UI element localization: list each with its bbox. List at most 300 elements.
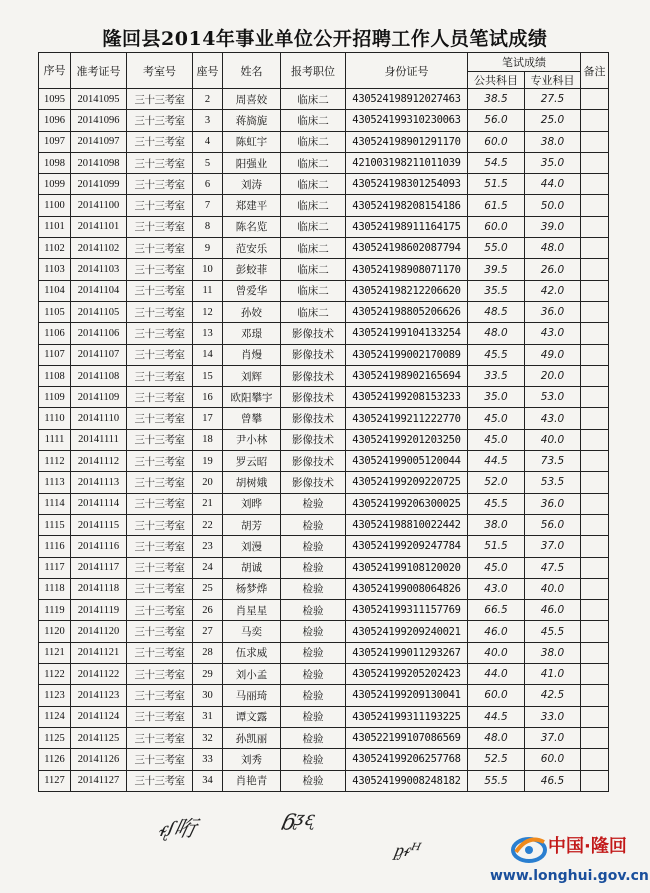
row-public-score: 44.5	[468, 706, 525, 727]
row-idcard: 430524199209220725	[346, 472, 468, 493]
row-name: 肖熳	[223, 344, 281, 365]
row-idcard: 430524199201203250	[346, 429, 468, 450]
row-room: 三十三考室	[127, 685, 193, 706]
row-position: 临床二	[281, 131, 346, 152]
row-ticket: 20141095	[71, 89, 127, 110]
row-room: 三十三考室	[127, 749, 193, 770]
row-ticket: 20141127	[71, 770, 127, 791]
row-seq: 1117	[39, 557, 71, 578]
row-seat: 11	[193, 280, 223, 301]
row-ticket: 20141126	[71, 749, 127, 770]
row-name: 杨梦烨	[223, 578, 281, 599]
row-major-score: 40.0	[525, 578, 581, 599]
page-title: 隆回县2014年事业单位公开招聘工作人员笔试成绩	[102, 28, 548, 50]
header-idcard: 身份证号	[346, 53, 468, 89]
row-position: 检验	[281, 557, 346, 578]
row-major-score: 38.0	[525, 131, 581, 152]
table-row	[39, 323, 609, 344]
table-row	[39, 621, 609, 642]
table-row	[39, 600, 609, 621]
row-idcard: 430524198911164175	[346, 216, 468, 237]
row-room: 三十三考室	[127, 238, 193, 259]
row-seq: 1126	[39, 749, 71, 770]
row-idcard: 430524199002170089	[346, 344, 468, 365]
header-ticket: 准考证号	[71, 53, 127, 89]
row-major-score: 56.0	[525, 514, 581, 535]
row-name: 马丽琦	[223, 685, 281, 706]
row-seq: 1123	[39, 685, 71, 706]
row-seat: 8	[193, 216, 223, 237]
row-major-score: 60.0	[525, 749, 581, 770]
table-row	[39, 216, 609, 237]
row-seq: 1121	[39, 642, 71, 663]
header-remark: 备注	[581, 53, 609, 89]
table-row	[39, 429, 609, 450]
row-public-score: 52.5	[468, 749, 525, 770]
row-room: 三十三考室	[127, 387, 193, 408]
row-seq: 1122	[39, 664, 71, 685]
row-major-score: 20.0	[525, 365, 581, 386]
row-remark	[581, 600, 609, 621]
row-remark	[581, 536, 609, 557]
row-ticket: 20141107	[71, 344, 127, 365]
row-remark	[581, 323, 609, 344]
row-ticket: 20141101	[71, 216, 127, 237]
row-seq: 1125	[39, 727, 71, 748]
row-remark	[581, 110, 609, 131]
row-name: 马奕	[223, 621, 281, 642]
row-room: 三十三考室	[127, 301, 193, 322]
row-seq: 1108	[39, 365, 71, 386]
row-seq: 1114	[39, 493, 71, 514]
row-public-score: 45.0	[468, 408, 525, 429]
row-seat: 20	[193, 472, 223, 493]
row-position: 检验	[281, 749, 346, 770]
row-idcard: 430524199108120020	[346, 557, 468, 578]
row-position: 检验	[281, 578, 346, 599]
row-seq: 1101	[39, 216, 71, 237]
row-major-score: 73.5	[525, 451, 581, 472]
row-name: 肖艳青	[223, 770, 281, 791]
row-major-score: 27.5	[525, 89, 581, 110]
row-public-score: 60.0	[468, 685, 525, 706]
row-remark	[581, 642, 609, 663]
row-name: 郑建平	[223, 195, 281, 216]
table-row	[39, 536, 609, 557]
row-seq: 1105	[39, 301, 71, 322]
row-name: 陈虹宇	[223, 131, 281, 152]
table-row	[39, 131, 609, 152]
table-row	[39, 110, 609, 131]
row-idcard: 430524199209130041	[346, 685, 468, 706]
row-remark	[581, 344, 609, 365]
row-public-score: 48.5	[468, 301, 525, 322]
row-seat: 18	[193, 429, 223, 450]
row-idcard: 430524199311193225	[346, 706, 468, 727]
row-ticket: 20141110	[71, 408, 127, 429]
signature-1: ᵳᶘ哘	[156, 817, 199, 842]
row-room: 三十三考室	[127, 429, 193, 450]
row-major-score: 53.5	[525, 472, 581, 493]
row-remark	[581, 429, 609, 450]
row-room: 三十三考室	[127, 536, 193, 557]
table-row	[39, 365, 609, 386]
row-remark	[581, 195, 609, 216]
row-position: 临床二	[281, 89, 346, 110]
row-remark	[581, 365, 609, 386]
row-major-score: 40.0	[525, 429, 581, 450]
row-position: 临床二	[281, 174, 346, 195]
row-public-score: 60.0	[468, 216, 525, 237]
row-remark	[581, 727, 609, 748]
row-idcard: 430524198908071170	[346, 259, 468, 280]
row-position: 影像技术	[281, 365, 346, 386]
table-row	[39, 685, 609, 706]
row-seat: 13	[193, 323, 223, 344]
row-seat: 3	[193, 110, 223, 131]
row-major-score: 53.0	[525, 387, 581, 408]
row-position: 检验	[281, 642, 346, 663]
table-row	[39, 259, 609, 280]
row-ticket: 20141124	[71, 706, 127, 727]
row-public-score: 51.5	[468, 536, 525, 557]
row-major-score: 45.5	[525, 621, 581, 642]
row-name: 罗云昭	[223, 451, 281, 472]
row-major-score: 38.0	[525, 642, 581, 663]
row-room: 三十三考室	[127, 216, 193, 237]
row-seq: 1116	[39, 536, 71, 557]
table-row	[39, 664, 609, 685]
row-public-score: 40.0	[468, 642, 525, 663]
row-ticket: 20141106	[71, 323, 127, 344]
row-seat: 2	[193, 89, 223, 110]
row-idcard: 430524199209240021	[346, 621, 468, 642]
row-idcard: 421003198211011039	[346, 152, 468, 173]
row-ticket: 20141108	[71, 365, 127, 386]
row-remark	[581, 174, 609, 195]
row-idcard: 430524198212206620	[346, 280, 468, 301]
row-name: 曾爱华	[223, 280, 281, 301]
score-table	[38, 52, 609, 792]
row-seat: 9	[193, 238, 223, 259]
row-position: 临床二	[281, 238, 346, 259]
table-row	[39, 727, 609, 748]
row-idcard: 430524199209247784	[346, 536, 468, 557]
row-name: 孙姣	[223, 301, 281, 322]
row-name: 刘辉	[223, 365, 281, 386]
row-room: 三十三考室	[127, 514, 193, 535]
row-name: 陈名览	[223, 216, 281, 237]
table-row	[39, 174, 609, 195]
table-row	[39, 557, 609, 578]
row-ticket: 20141119	[71, 600, 127, 621]
row-public-score: 45.5	[468, 344, 525, 365]
row-ticket: 20141121	[71, 642, 127, 663]
row-public-score: 35.5	[468, 280, 525, 301]
row-position: 临床二	[281, 110, 346, 131]
row-seat: 21	[193, 493, 223, 514]
row-room: 三十三考室	[127, 578, 193, 599]
row-idcard: 430524199311157769	[346, 600, 468, 621]
row-position: 检验	[281, 493, 346, 514]
table-body	[39, 89, 609, 792]
row-seat: 32	[193, 727, 223, 748]
row-remark	[581, 280, 609, 301]
row-room: 三十三考室	[127, 365, 193, 386]
row-seat: 33	[193, 749, 223, 770]
row-major-score: 39.0	[525, 216, 581, 237]
row-position: 临床二	[281, 301, 346, 322]
row-seq: 1100	[39, 195, 71, 216]
row-ticket: 20141113	[71, 472, 127, 493]
row-ticket: 20141096	[71, 110, 127, 131]
row-public-score: 48.0	[468, 323, 525, 344]
row-remark	[581, 259, 609, 280]
row-room: 三十三考室	[127, 664, 193, 685]
row-room: 三十三考室	[127, 493, 193, 514]
row-idcard: 430524199008064826	[346, 578, 468, 599]
header-seat: 座号	[193, 53, 223, 89]
row-position: 临床二	[281, 216, 346, 237]
row-seq: 1102	[39, 238, 71, 259]
row-seq: 1112	[39, 451, 71, 472]
row-seat: 27	[193, 621, 223, 642]
row-public-score: 56.0	[468, 110, 525, 131]
row-remark	[581, 408, 609, 429]
row-major-score: 42.0	[525, 280, 581, 301]
row-remark	[581, 387, 609, 408]
table-row	[39, 195, 609, 216]
row-room: 三十三考室	[127, 451, 193, 472]
row-room: 三十三考室	[127, 621, 193, 642]
row-seat: 30	[193, 685, 223, 706]
row-public-score: 54.5	[468, 152, 525, 173]
table-row	[39, 642, 609, 663]
row-room: 三十三考室	[127, 131, 193, 152]
row-seq: 1120	[39, 621, 71, 642]
row-idcard: 430524198912027463	[346, 89, 468, 110]
row-remark	[581, 749, 609, 770]
row-remark	[581, 152, 609, 173]
row-major-score: 35.0	[525, 152, 581, 173]
row-remark	[581, 706, 609, 727]
row-major-score: 37.0	[525, 536, 581, 557]
row-seq: 1110	[39, 408, 71, 429]
table-row	[39, 706, 609, 727]
row-ticket: 20141099	[71, 174, 127, 195]
row-seat: 4	[193, 131, 223, 152]
row-position: 检验	[281, 600, 346, 621]
row-ticket: 20141109	[71, 387, 127, 408]
row-ticket: 20141112	[71, 451, 127, 472]
row-position: 临床二	[281, 280, 346, 301]
table-row	[39, 280, 609, 301]
row-public-score: 46.0	[468, 621, 525, 642]
row-position: 影像技术	[281, 451, 346, 472]
row-public-score: 60.0	[468, 131, 525, 152]
row-remark	[581, 770, 609, 791]
signature-3: ᶈᵳᵸ	[392, 840, 423, 861]
row-room: 三十三考室	[127, 557, 193, 578]
table-row	[39, 238, 609, 259]
row-position: 检验	[281, 621, 346, 642]
row-remark	[581, 578, 609, 599]
table-row	[39, 152, 609, 173]
row-ticket: 20141104	[71, 280, 127, 301]
row-name: 胡芳	[223, 514, 281, 535]
row-seq: 1099	[39, 174, 71, 195]
row-seat: 34	[193, 770, 223, 791]
row-ticket: 20141103	[71, 259, 127, 280]
row-idcard: 430524199206257768	[346, 749, 468, 770]
row-remark	[581, 472, 609, 493]
row-seat: 17	[193, 408, 223, 429]
row-room: 三十三考室	[127, 706, 193, 727]
row-public-score: 44.0	[468, 664, 525, 685]
row-seq: 1104	[39, 280, 71, 301]
row-ticket: 20141118	[71, 578, 127, 599]
row-remark	[581, 685, 609, 706]
row-ticket: 20141116	[71, 536, 127, 557]
row-major-score: 41.0	[525, 664, 581, 685]
row-major-score: 47.5	[525, 557, 581, 578]
row-seq: 1097	[39, 131, 71, 152]
row-remark	[581, 451, 609, 472]
row-room: 三十三考室	[127, 195, 193, 216]
row-major-score: 43.0	[525, 408, 581, 429]
row-major-score: 49.0	[525, 344, 581, 365]
row-idcard: 430524199205202423	[346, 664, 468, 685]
row-idcard: 430524198301254093	[346, 174, 468, 195]
row-major-score: 26.0	[525, 259, 581, 280]
row-idcard: 430524199208153233	[346, 387, 468, 408]
row-public-score: 45.5	[468, 493, 525, 514]
table-row	[39, 344, 609, 365]
row-seat: 7	[193, 195, 223, 216]
row-name: 周喜姣	[223, 89, 281, 110]
table-row	[39, 89, 609, 110]
row-name: 蒋旖旎	[223, 110, 281, 131]
row-room: 三十三考室	[127, 152, 193, 173]
table-row	[39, 387, 609, 408]
row-seat: 31	[193, 706, 223, 727]
row-ticket: 20141100	[71, 195, 127, 216]
row-major-score: 25.0	[525, 110, 581, 131]
row-public-score: 38.0	[468, 514, 525, 535]
row-room: 三十三考室	[127, 727, 193, 748]
row-idcard: 430524198208154186	[346, 195, 468, 216]
row-seq: 1115	[39, 514, 71, 535]
row-public-score: 45.0	[468, 557, 525, 578]
row-seat: 29	[193, 664, 223, 685]
row-name: 刘漫	[223, 536, 281, 557]
row-position: 检验	[281, 706, 346, 727]
row-public-score: 35.0	[468, 387, 525, 408]
row-seq: 1127	[39, 770, 71, 791]
table-row	[39, 493, 609, 514]
row-room: 三十三考室	[127, 280, 193, 301]
row-room: 三十三考室	[127, 174, 193, 195]
row-seq: 1109	[39, 387, 71, 408]
row-position: 检验	[281, 770, 346, 791]
row-seat: 14	[193, 344, 223, 365]
row-position: 影像技术	[281, 408, 346, 429]
row-position: 影像技术	[281, 344, 346, 365]
header-position: 报考职位	[281, 53, 346, 89]
row-idcard: 430524198902165694	[346, 365, 468, 386]
row-major-score: 50.0	[525, 195, 581, 216]
row-seat: 25	[193, 578, 223, 599]
row-major-score: 48.0	[525, 238, 581, 259]
row-ticket: 20141102	[71, 238, 127, 259]
row-major-score: 46.5	[525, 770, 581, 791]
row-name: 肖星星	[223, 600, 281, 621]
row-idcard: 430524198810022442	[346, 514, 468, 535]
row-ticket: 20141111	[71, 429, 127, 450]
table-row	[39, 472, 609, 493]
row-seq: 1098	[39, 152, 71, 173]
table-row	[39, 749, 609, 770]
row-name: 谭文露	[223, 706, 281, 727]
row-public-score: 55.0	[468, 238, 525, 259]
row-major-score: 43.0	[525, 323, 581, 344]
row-remark	[581, 89, 609, 110]
row-position: 检验	[281, 664, 346, 685]
row-position: 检验	[281, 685, 346, 706]
row-public-score: 44.5	[468, 451, 525, 472]
row-seat: 26	[193, 600, 223, 621]
row-seq: 1106	[39, 323, 71, 344]
row-name: 曾攀	[223, 408, 281, 429]
row-position: 临床二	[281, 152, 346, 173]
row-seat: 15	[193, 365, 223, 386]
row-position: 影像技术	[281, 472, 346, 493]
row-remark	[581, 301, 609, 322]
row-seq: 1113	[39, 472, 71, 493]
row-remark	[581, 238, 609, 259]
row-room: 三十三考室	[127, 323, 193, 344]
row-position: 影像技术	[281, 323, 346, 344]
header-public: 公共科目	[468, 72, 525, 89]
row-name: 刘秀	[223, 749, 281, 770]
row-seq: 1119	[39, 600, 71, 621]
table-row	[39, 770, 609, 791]
row-remark	[581, 557, 609, 578]
row-seat: 22	[193, 514, 223, 535]
row-ticket: 20141115	[71, 514, 127, 535]
row-room: 三十三考室	[127, 110, 193, 131]
row-ticket: 20141120	[71, 621, 127, 642]
header-major: 专业科目	[525, 72, 581, 89]
row-seat: 5	[193, 152, 223, 173]
row-seq: 1111	[39, 429, 71, 450]
row-name: 刘小孟	[223, 664, 281, 685]
row-ticket: 20141123	[71, 685, 127, 706]
logo-text: 中国·隆回	[548, 836, 627, 857]
row-major-score: 36.0	[525, 301, 581, 322]
row-public-score: 38.5	[468, 89, 525, 110]
row-idcard: 430524199211222770	[346, 408, 468, 429]
row-major-score: 42.5	[525, 685, 581, 706]
row-position: 检验	[281, 514, 346, 535]
row-room: 三十三考室	[127, 259, 193, 280]
row-seat: 6	[193, 174, 223, 195]
row-public-score: 66.5	[468, 600, 525, 621]
row-seat: 24	[193, 557, 223, 578]
row-ticket: 20141125	[71, 727, 127, 748]
row-seat: 10	[193, 259, 223, 280]
row-major-score: 36.0	[525, 493, 581, 514]
